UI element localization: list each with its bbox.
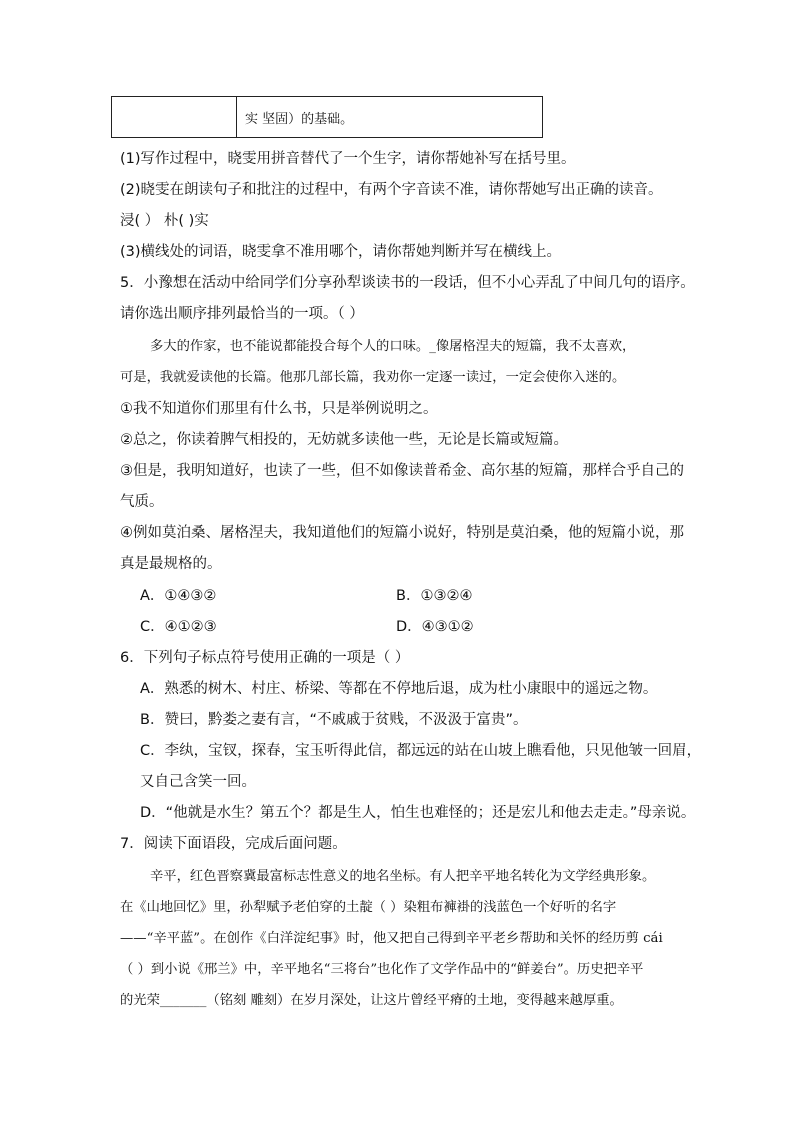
q5-option-a: A．①④③②	[140, 588, 217, 604]
table-cell-text: 实 坚固）的基础。	[237, 97, 543, 138]
q5-sentence-3-line2: 气质。	[120, 494, 164, 510]
q5-stem-line1: 5．小豫想在活动中给同学们分享孙犁谈读书的一段话，但不小心弄乱了中间几句的语序。	[120, 275, 695, 291]
q7-passage-line3: ——“辛平蓝”。在创作《白洋淀纪事》时，他又把自己得到辛平老乡帮助和关怀的经历剪 cái	[120, 931, 663, 946]
q7-passage-line2: 在《山地回忆》里，孙犁赋予老伯穿的土靛（ ）染粗布褲褂的浅蓝色一个好听的名字	[120, 900, 617, 915]
q4-sub3: (3)横线处的词语，晓雯拿不准用哪个，请你帮她判断并写在横线上。	[120, 244, 562, 260]
q5-option-d: D．④③①②	[396, 619, 474, 635]
q5-passage-line1: 多大的作家，也不能说都能投合每个人的口味。_像屠格涅夫的短篇，我不太喜欢，	[150, 339, 636, 354]
q5-sentence-4-line1: ④例如莫泊桑、屠格涅夫，我知道他们的短篇小说好，特别是莫泊桑，他的短篇小说，那	[120, 525, 684, 541]
answer-table	[111, 96, 543, 138]
q5-sentence-3-line1: ③但是，我明知道好，也读了一些，但不如像读普希金、高尔基的短篇，那样合乎自己的	[120, 463, 684, 479]
q5-sentence-2: ②总之，你读着脾气相投的，无妨就多读他一些，无论是长篇或短篇。	[120, 432, 568, 448]
q6-option-c-line1: C．李纨，宝钗，探春，宝玉听得此信，都远远的站在山坡上瞧看他，只见他皱一回眉，	[140, 743, 702, 759]
q7-passage-line5: 的光荣_______（铭刻 雕刻）在岁月深处，让这片曾经平瘠的土地，变得越来越厚重。	[120, 993, 623, 1008]
q7-passage-line4: （ ）到小说《邢兰》中，辛平地名“三将台”也化作了文学作品中的“鲜姜台”。历史把辛平	[120, 962, 644, 977]
q7-stem: 7．阅读下面语段，完成后面问题。	[120, 836, 347, 852]
q7-passage-line1: 辛平，红色晋察冀最富标志性意义的地名坐标。有人把辛平地名转化为文学经典形象。	[150, 869, 656, 884]
table-row	[112, 97, 543, 138]
q5-sentence-1: ①我不知道你们那里有什么书，只是举例说明之。	[120, 401, 438, 417]
q4-sub1: (1)写作过程中，晓雯用拼音替代了一个生字，请你帮她补写在括号里。	[120, 151, 576, 167]
q5-stem-line2: 请你选出顺序排列最恰当的一项。（ ）	[120, 306, 364, 322]
q6-option-b: B．赞曰，黔娄之妻有言，“不戚戚于贫贱，不汲汲于富贵”。	[140, 712, 528, 728]
q4-sub2: (2)晓雯在朗读句子和批注的过程中，有两个字音读不准，请你帮她写出正确的读音。	[120, 182, 663, 198]
q5-option-b: B．①③②④	[396, 588, 473, 604]
q5-passage-line2: 可是，我就爱读他的长篇。他那几部长篇，我劝你一定逐一读过，一定会使你入迷的。	[120, 370, 626, 385]
q6-option-a: A．熟悉的树木、村庄、桥梁、等都在不停地后退，成为杜小康眼中的遥远之物。	[140, 681, 658, 697]
q5-option-c: C．④①②③	[140, 619, 217, 635]
q6-option-c-line2: 又自己含笑一回。	[140, 774, 256, 790]
q4-pronunciation-blanks: 浸( ） 朴( )实	[120, 213, 209, 229]
q5-sentence-4-line2: 真是最规格的。	[120, 556, 222, 572]
q6-stem: 6．下列句子标点符号使用正确的一项是（ ）	[120, 650, 410, 666]
table-cell-empty	[112, 97, 237, 138]
q6-option-d: D．“他就是水生？第五个？都是生人，怕生也难怪的；还是宏儿和他去走走。”母亲说。	[140, 805, 696, 821]
